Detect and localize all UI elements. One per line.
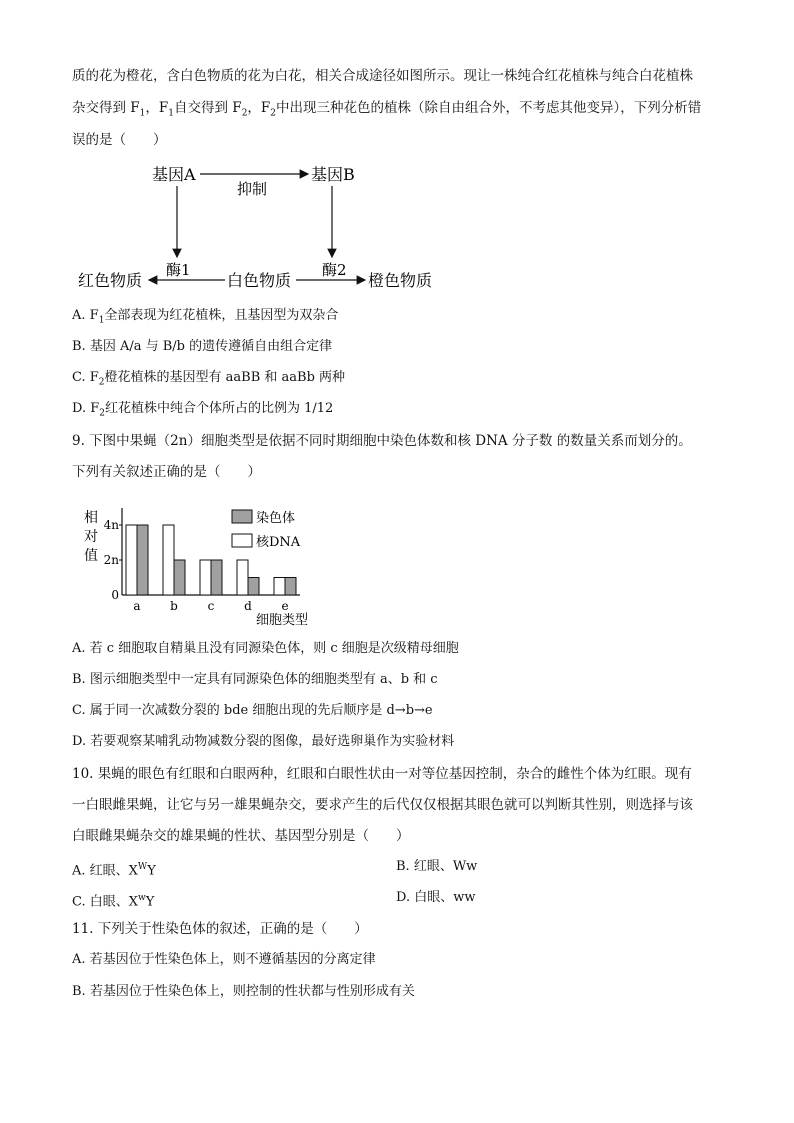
intro-line-2 (72, 98, 701, 124)
y-tick-label: 4n (103, 518, 119, 532)
subscript: 2 (270, 108, 277, 119)
pathway-diagram (70, 158, 450, 298)
subscript: 1 (168, 108, 175, 119)
option-text: C. 白眼、X (72, 894, 139, 910)
subscript: 2 (241, 108, 248, 119)
bar-dna-a (126, 525, 137, 595)
superscript: w (138, 893, 146, 903)
option-text: C. F (72, 370, 99, 385)
y-tick-label: 2n (103, 553, 119, 567)
x-axis-label: 细胞类型 (256, 613, 309, 628)
y-axis-label-char: 值 (84, 548, 98, 564)
intro-line-3: 误的是（ ） (72, 132, 167, 148)
q11-option-a: A. 若基因位于性染色体上，则不遵循基因的分离定律 (72, 952, 376, 967)
intro-text: 自交得到 F (174, 100, 242, 116)
subscript: 2 (98, 377, 105, 388)
y-axis-label-char: 相 (84, 510, 98, 526)
option-text: D. F (72, 401, 100, 416)
option-text: 全部表现为红花植株，且基因型为双杂合 (104, 308, 339, 323)
subscript: 1 (98, 315, 105, 326)
legend-swatch (232, 534, 252, 547)
bar-chromosome-a (137, 525, 148, 595)
x-tick-label: a (133, 599, 141, 613)
subscript: 1 (139, 108, 146, 119)
q8-option-a (72, 306, 338, 331)
bar-dna-d (237, 560, 248, 595)
q11-option-b: B. 若基因位于性染色体上，则控制的性状都与性别形成有关 (72, 984, 415, 999)
q10-option-d: D. 白眼、ww (396, 890, 476, 905)
enzyme2-label: 酶2 (322, 261, 347, 279)
bar-dna-e (274, 578, 285, 596)
subscript: 2 (99, 408, 105, 419)
bar-chromosome-d (248, 578, 259, 596)
white-substance: 白色物质 (227, 271, 292, 290)
enzyme1-label: 酶1 (166, 261, 191, 279)
option-text: 橙花植株的基因型有 aaBB 和 aaBb 两种 (104, 370, 346, 385)
q9-option-a: A. 若 c 细胞取自精巢且没有同源染色体，则 c 细胞是次级精母细胞 (72, 641, 459, 656)
q8-option-c (72, 368, 345, 393)
x-tick-label: d (244, 599, 252, 613)
q9-option-c: C. 属于同一次减数分裂的 bde 细胞出现的先后顺序是 d→b→e (72, 703, 433, 718)
option-text: Y (145, 894, 155, 910)
inhibit-label: 抑制 (237, 180, 268, 198)
bar-chromosome-c (211, 560, 222, 595)
gene-a-label: 基因A (152, 165, 196, 184)
x-tick-label: e (281, 599, 289, 613)
q11-stem: 11. 下列关于性染色体的叙述，正确的是（ ） (72, 921, 368, 937)
q10-stem-3: 白眼雌果蝇杂交的雄果蝇的性状、基因型分别是（ ） (72, 828, 410, 844)
y-tick-label: 0 (111, 588, 119, 602)
q10-option-c (72, 888, 154, 912)
legend-label: 染色体 (256, 511, 296, 526)
q8-option-d (72, 399, 333, 424)
intro-text: ，F (247, 100, 271, 116)
bar-chromosome-e (285, 578, 296, 596)
q8-option-b: B. 基因 A/a 与 B/b 的遗传遵循自由组合定律 (72, 339, 333, 354)
red-substance: 红色物质 (78, 271, 143, 290)
x-tick-label: c (207, 599, 215, 613)
bar-chart (72, 500, 342, 630)
q10-option-a (72, 857, 156, 881)
option-text: A. F (72, 308, 99, 323)
y-axis-label-char: 对 (84, 529, 98, 545)
legend-label: 核DNA (256, 535, 301, 550)
q9-option-b: B. 图示细胞类型中一定具有同源染色体的细胞类型有 a、b 和 c (72, 672, 438, 687)
intro-line-1: 质的花为橙花，含白色物质的花为白花，相关合成途径如图所示。现让一株纯合红花植株与纯合白花植株 (72, 68, 693, 84)
option-text: A. 红眼、X (72, 863, 138, 879)
superscript: W (137, 862, 148, 872)
intro-text: 中出现三种花色的植株（除自由组合外，不考虑其他变异），下列分析错 (276, 100, 702, 116)
gene-b-label: 基因B (311, 165, 355, 184)
bar-dna-c (200, 560, 211, 595)
bar-chromosome-b (174, 560, 185, 595)
orange-substance: 橙色物质 (368, 271, 433, 290)
x-tick-label: b (170, 599, 178, 613)
q10-option-b: B. 红眼、Ww (396, 859, 478, 874)
q10-stem-1: 10. 果蝇的眼色有红眼和白眼两种，红眼和白眼性状由一对等位基因控制，杂合的雌性个体为红眼。现有 (72, 766, 692, 782)
bar-dna-b (163, 525, 174, 595)
option-text: 红花植株中纯合个体所占的比例为 1/12 (104, 401, 334, 416)
q10-stem-2: 一白眼雌果蝇，让它与另一雄果蝇杂交，要求产生的后代仅仅根据其眼色就可以判断其性别，则选择与该 (72, 797, 693, 813)
intro-text: ，F (145, 100, 169, 116)
legend-swatch (232, 510, 252, 523)
q9-stem-1: 9. 下图中果蝇（2n）细胞类型是依据不同时期细胞中染色体数和核 DNA 分子数 的数量关系而划分的。 (72, 433, 692, 449)
q9-stem-2: 下列有关叙述正确的是（ ） (72, 464, 261, 480)
intro-text: 杂交得到 F (72, 100, 140, 116)
option-text: Y (147, 863, 156, 879)
q9-option-d: D. 若要观察某哺乳动物减数分裂的图像，最好选卵巢作为实验材料 (72, 734, 455, 749)
